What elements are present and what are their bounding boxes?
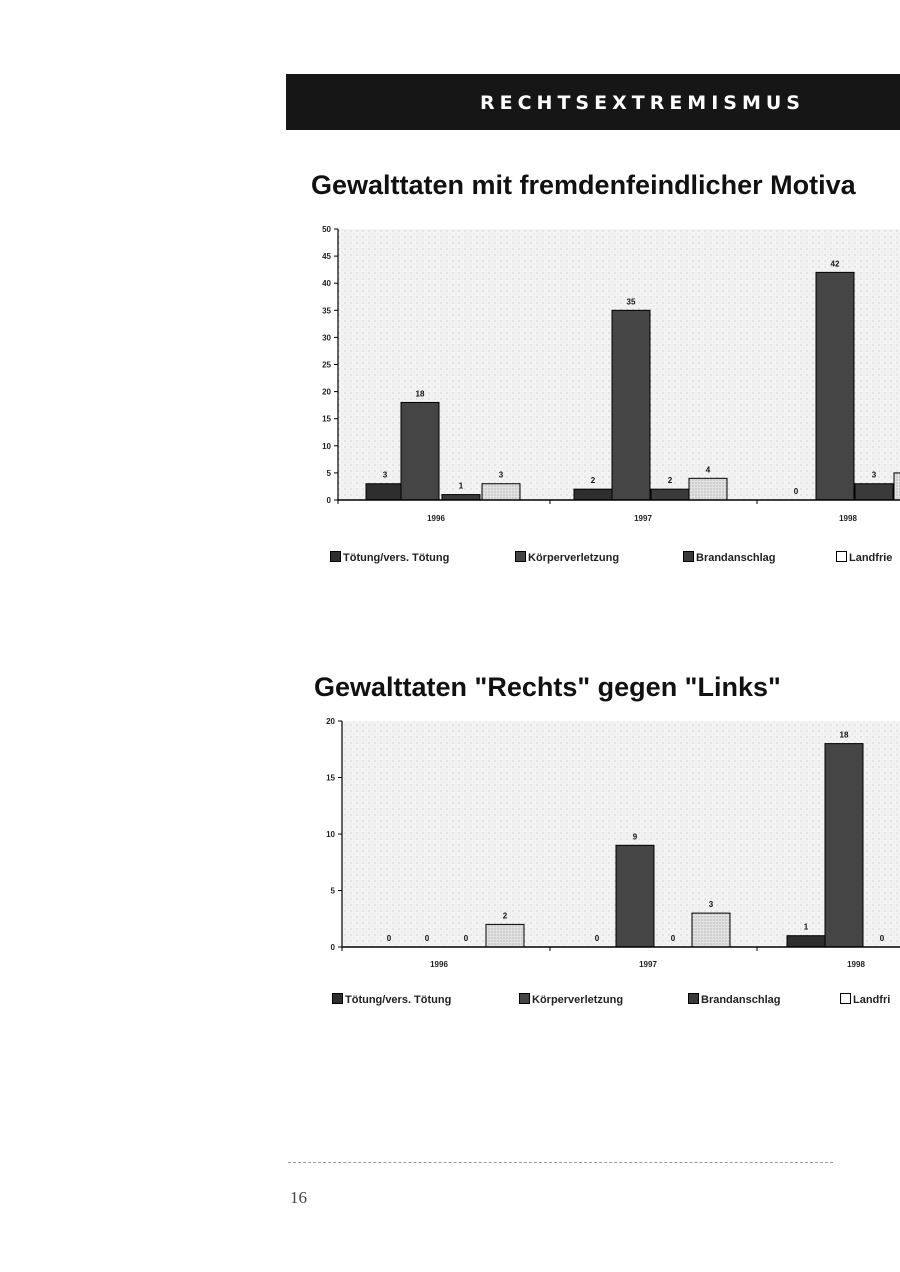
data-label: 1 [458,481,464,491]
y-tick-label: 15 [322,414,331,424]
chart-2-legend-1 [332,993,451,1006]
legend-label: Brandanschlag [696,552,776,564]
x-tick-label: 1997 [634,514,652,523]
bar-körperverletzung-1996 [401,402,439,500]
y-tick-label: 35 [322,306,331,316]
data-label: 35 [626,297,636,307]
chart-1-legend-2 [515,551,619,564]
data-label: 0 [424,934,430,943]
y-tick-label: 45 [322,252,331,262]
data-label: 18 [839,730,849,740]
legend-swatch [515,551,526,562]
y-tick-label: 5 [330,886,335,896]
bar-brandanschlag-1996 [442,495,480,500]
legend-swatch [688,993,699,1004]
y-tick-label: 5 [326,468,331,478]
bar-landfriedensbruch-1997 [692,913,730,947]
y-tick-label: 40 [322,279,331,289]
legend-swatch [836,551,847,562]
bar-körperverletzung-1997 [612,310,650,500]
y-tick-label: 10 [326,830,335,839]
data-label: 0 [879,934,885,943]
data-label: 3 [498,470,504,480]
x-tick-label: 1998 [839,514,857,523]
y-tick-label: 15 [326,773,335,783]
legend-label: Tötung/vers. Tötung [343,552,450,564]
y-tick-label: 0 [326,496,331,505]
bar-landfriedensbruch-1996 [486,924,524,947]
chart-2-legend-3 [688,993,780,1006]
chart-2-legend-4 [840,993,890,1006]
legend-label: Tötung/vers. Tötung [345,994,452,1006]
data-label: 0 [594,934,600,943]
y-tick-label: 20 [326,717,335,726]
legend-label: Körperverletzung [528,552,620,564]
legend-swatch [332,993,343,1004]
data-label: 3 [382,470,388,480]
chart-1 [296,218,900,528]
legend-swatch [519,993,530,1004]
data-label: 42 [830,259,840,269]
bar-körperverletzung-1997 [616,845,654,947]
footer-rule [288,1162,833,1163]
y-tick-label: 50 [322,225,331,234]
data-label: 1 [803,922,809,932]
x-tick-label: 1998 [847,960,865,969]
chart-2-legend-2 [519,993,623,1006]
data-label: 0 [670,934,676,943]
chart-1-legend-4 [836,551,892,564]
bar-körperverletzung-1998 [816,272,854,500]
bar-landfriedensbruch-1997 [689,478,727,500]
bar-tötung-vers-tötung-1998 [787,936,825,947]
bar-körperverletzung-1998 [825,744,863,947]
bar-landfriedensbruch-1996 [482,484,520,500]
legend-label: Brandanschlag [701,994,781,1006]
y-tick-label: 20 [322,387,331,397]
page-number: 16 [290,1188,307,1207]
x-tick-label: 1996 [427,514,445,523]
bar-landfriedensbruch-1998 [894,473,900,500]
legend-swatch [840,993,851,1004]
y-tick-label: 30 [322,333,331,343]
chart-1-legend-3 [683,551,775,564]
data-label: 0 [386,934,392,943]
data-label: 0 [793,487,799,496]
data-label: 2 [590,476,596,486]
bar-brandanschlag-1997 [651,489,689,500]
bar-brandanschlag-1998 [855,484,893,500]
data-label: 0 [463,934,469,943]
chart-1-title: Gewalttaten mit fremdenfeindlicher Motiva [311,170,856,200]
section-header-title: RECHTSEXTREMISMUS [480,92,805,114]
y-tick-label: 25 [322,360,331,370]
data-label: 9 [632,832,638,842]
bar-tötung-vers-tötung-1997 [574,489,612,500]
legend-swatch [330,551,341,562]
chart-2-title: Gewalttaten "Rechts" gegen "Links" [314,672,781,702]
data-label: 2 [667,476,673,486]
x-tick-label: 1997 [639,960,657,969]
legend-swatch [683,551,694,562]
chart-2 [296,712,900,976]
data-label: 2 [502,911,508,921]
chart-1-legend-1 [330,551,449,564]
data-label: 3 [708,900,714,910]
data-label: 3 [871,470,877,480]
bar-tötung-vers-tötung-1996 [366,484,404,500]
legend-label: Körperverletzung [532,994,624,1006]
y-tick-label: 10 [322,441,331,451]
legend-label: Landfrie [849,552,893,564]
legend-label: Landfri [853,994,891,1006]
x-tick-label: 1996 [430,960,448,969]
y-tick-label: 0 [330,943,335,952]
data-label: 18 [415,389,425,399]
data-label: 4 [705,465,711,475]
